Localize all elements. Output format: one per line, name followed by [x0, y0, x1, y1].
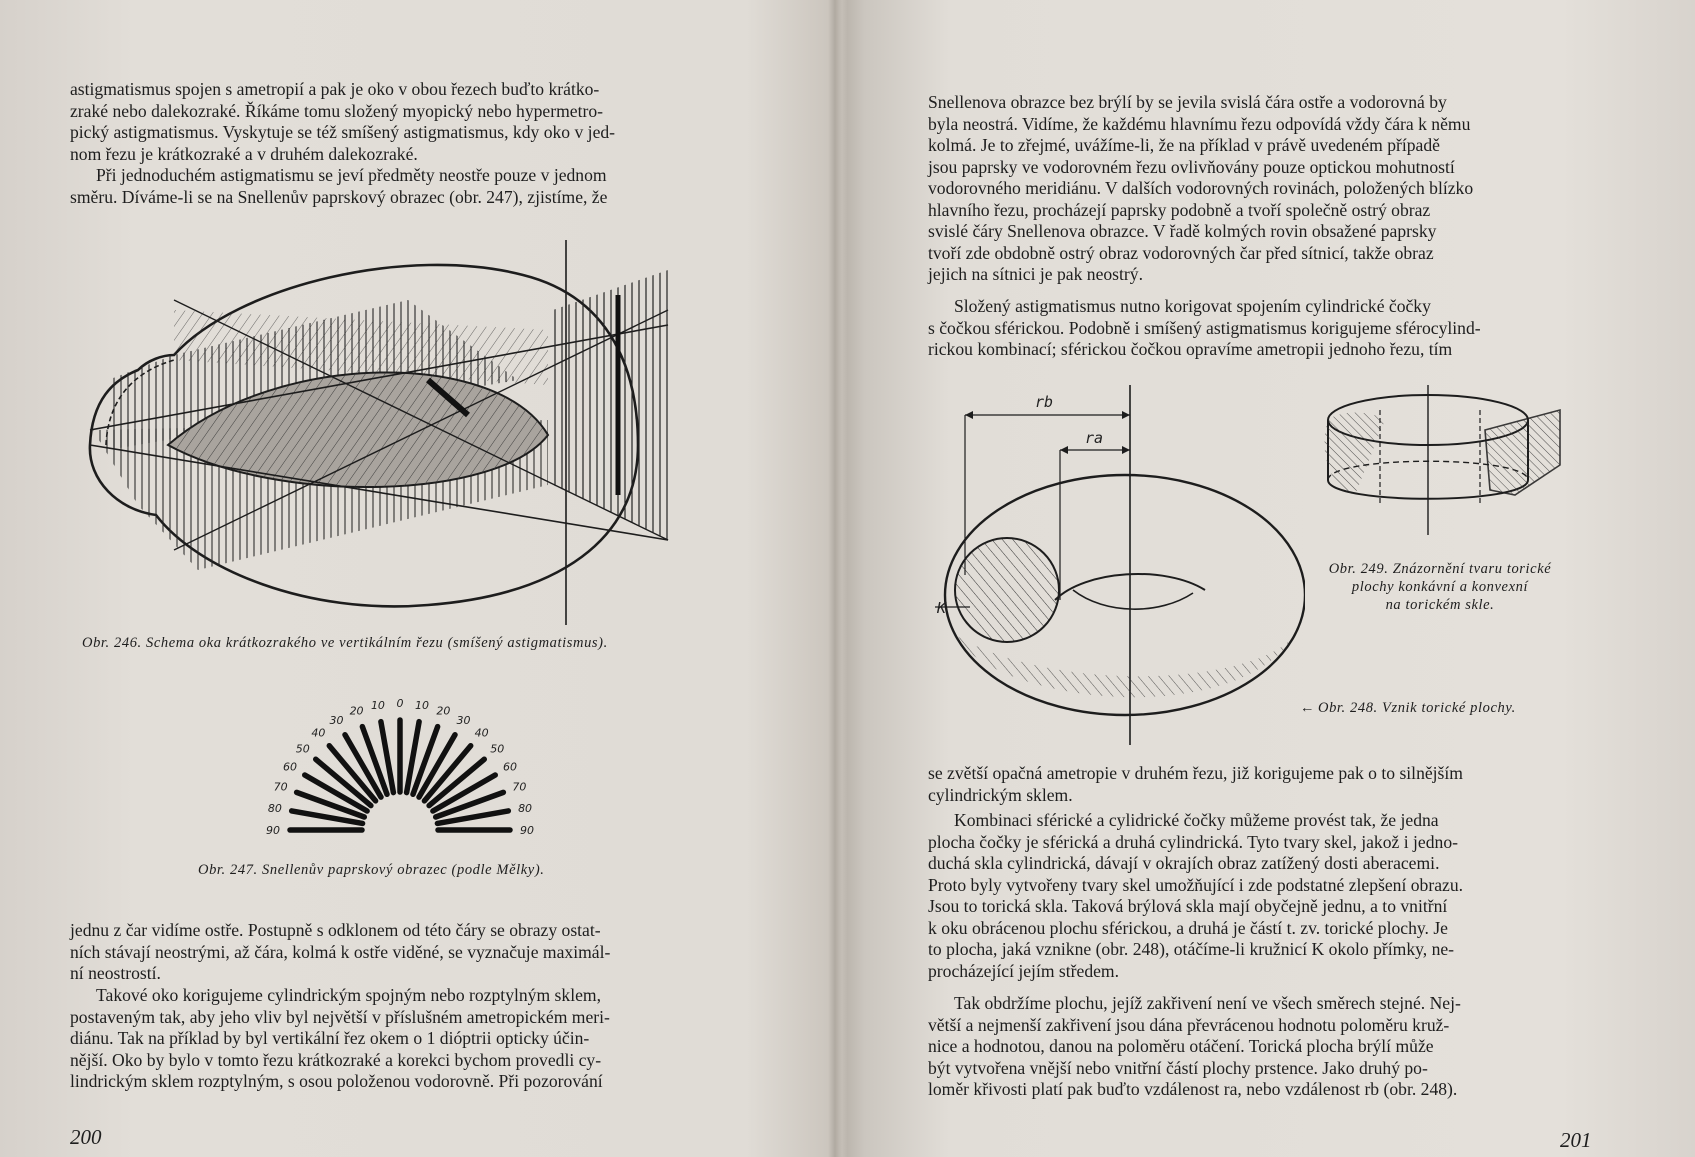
- snellen-ray-label: 40: [311, 726, 326, 740]
- figure-246-eye-diagram: [78, 240, 728, 625]
- snellen-ray-label: 60: [283, 760, 298, 774]
- page-number-left: 200: [70, 1125, 102, 1149]
- label-K: K: [937, 599, 947, 617]
- caption-248: Obr. 248. Vznik torické plochy.: [1318, 700, 1516, 716]
- right-paragraph-5: Tak obdržíme plochu, jejíž zakřivení není ve všech směrech stejné. Nej- větší a nejmenší zakřivení jsou dána převrácenou hodnotu poloměru kruž- nice a hodnotou, danou na poloměru otáčení. Torická plocha brýlí může být vytvořena vnější nebo vnitřní částí plochy prstence. Jako druhý po- loměr křivosti platí pak buďto vzdálenost ra, nebo vzdálenost rb (obr. 248).: [928, 993, 1461, 1099]
- book-gutter: [828, 0, 842, 1157]
- snellen-ray-label: 50: [490, 742, 505, 756]
- figure-249-toric-lens: [1310, 385, 1570, 535]
- label-rb: rb: [1035, 393, 1054, 411]
- snellen-ray-label: 30: [329, 714, 344, 728]
- snellen-ray-label: 10: [370, 698, 385, 712]
- snellen-ray-label: 80: [518, 801, 533, 815]
- caption-249: Obr. 249. Znázornění tvaru torické plochy konkávní a konvexní na torickém skle.: [1328, 561, 1552, 613]
- snellen-ray-label: 0: [396, 697, 404, 710]
- snellen-ray-label: 20: [349, 704, 364, 718]
- caption-247: Obr. 247. Snellenův paprskový obrazec (podle Mělky).: [198, 862, 545, 878]
- snellen-ray-label: 20: [436, 704, 451, 718]
- arrow-left-icon: ←: [1300, 700, 1316, 716]
- right-paragraph-2: Složený astigmatismus nutno korigovat spojením cylindrické čočky s čočkou sférickou. Podobně i smíšený astigmatismus korigujeme sférocylind- rickou kombinací; sférickou čočkou opravíme ametropii jednoho řezu, tím: [928, 296, 1481, 359]
- snellen-ray-label: 50: [295, 742, 310, 756]
- snellen-ray-label: 30: [456, 714, 471, 728]
- snellen-ray-label: 70: [273, 780, 288, 794]
- figure-247-snellen-fan: [220, 680, 580, 845]
- left-paragraph-3: jednu z čar vidíme ostře. Postupně s odklonem od této čáry se obrazy ostat- ních stávají neostrými, až čára, kolmá k ostře viděné, se vyznačuje maximál- ní neostrostí.: [70, 920, 611, 983]
- snellen-ray-label: 60: [502, 760, 517, 774]
- figure-248-torus: [935, 385, 1305, 750]
- left-paragraph-4: Takové oko korigujeme cylindrickým spojným nebo rozptylným sklem, postaveným tak, aby jeho vliv byl největší v příslušném ametropickém meri- diánu. Tak na příklad by byl vertikální řez okem o 1 dióptrii opticky účin- nější. Oko by bylo v tomto řezu krátkozraké a korekci bychom provedli cy- lindrickým sklem rozptylným, s osou položenou vodorovně. Při pozorování: [70, 985, 610, 1091]
- left-paragraph-1: astigmatismus spojen s ametropií a pak je oko v obou řezech buďto krátko- zraké nebo dalekozraké. Říkáme tomu složený myopický nebo hypermetro- pický astigmatismus. Vyskytuje se též smíšený astigmatismus, kdy oko v jed- nom řezu je krátkozraké a v druhém dalekozraké.: [70, 79, 616, 164]
- left-paragraph-2: Při jednoduchém astigmatismu se jeví předměty neostře pouze v jednom směru. Díváme-li se na Snellenův paprskový obrazec (obr. 247), zjistíme, že: [70, 165, 608, 207]
- right-paragraph-1: Snellenova obrazce bez brýlí by se jevila svislá čára ostře a vodorovná by byla neostrá. Vidíme, že každému hlavnímu řezu odpovídá vždy čára k němu kolmá. Je to zřejmé, uvážíme-li, že na příklad v právě uvedeném případě jsou paprsky ve vodorovném řezu ovlivňovány pouze optickou mohutností vodorovného meridiánu. V dalších vodorovných rovinách, položených blízko hlavního řezu, procházejí paprsky podobně a tvoří společně ostrý obraz svislé čáry Snellenova obrazce. V řadě kolmých rovin obsažené paprsky tvoří zde obdobně ostrý obraz vodorovných čar před sítnicí, takže obraz jejich na sítnici je pak neostrý.: [928, 92, 1474, 284]
- page-number-right: 201: [1560, 1128, 1592, 1152]
- snellen-ray-label: 90: [520, 824, 534, 837]
- snellen-ray-label: 40: [474, 726, 489, 740]
- snellen-ray-label: 10: [415, 698, 430, 712]
- caption-246: Obr. 246. Schema oka krátkozrakého ve vertikálním řezu (smíšený astigmatismus).: [82, 635, 608, 651]
- right-paragraph-4: Kombinaci sférické a cylidrické čočky můžeme provést tak, že jedna plocha čočky je sférická a druhá cylindrická. Tyto tvary skel, jakož i jedno- duchá skla cylindrická, dávají v okrajích obraz zatížený dosti aberacemi. Proto byly vytvořeny tvary skel umožňující i zde podstatné zlepšení obrazu. Jsou to torická skla. Taková brýlová skla mají obyčejně jednu, a to vnitřní k oku obrácenou plochu sférickou, a druhá je částí t. zv. torické plochy. Je to plocha, jaká vznikne (obr. 248), otáčíme-li kružnicí K okolo přímky, ne- procházející jejím středem.: [928, 810, 1464, 981]
- snellen-ray-label: 90: [266, 824, 280, 837]
- right-paragraph-3: se zvětší opačná ametropie v druhém řezu, již korigujeme pak o to silnějším cylindrickým sklem.: [928, 763, 1463, 805]
- snellen-ray-label: 70: [512, 780, 527, 794]
- snellen-ray-label: 80: [267, 801, 282, 815]
- label-ra: ra: [1085, 429, 1104, 447]
